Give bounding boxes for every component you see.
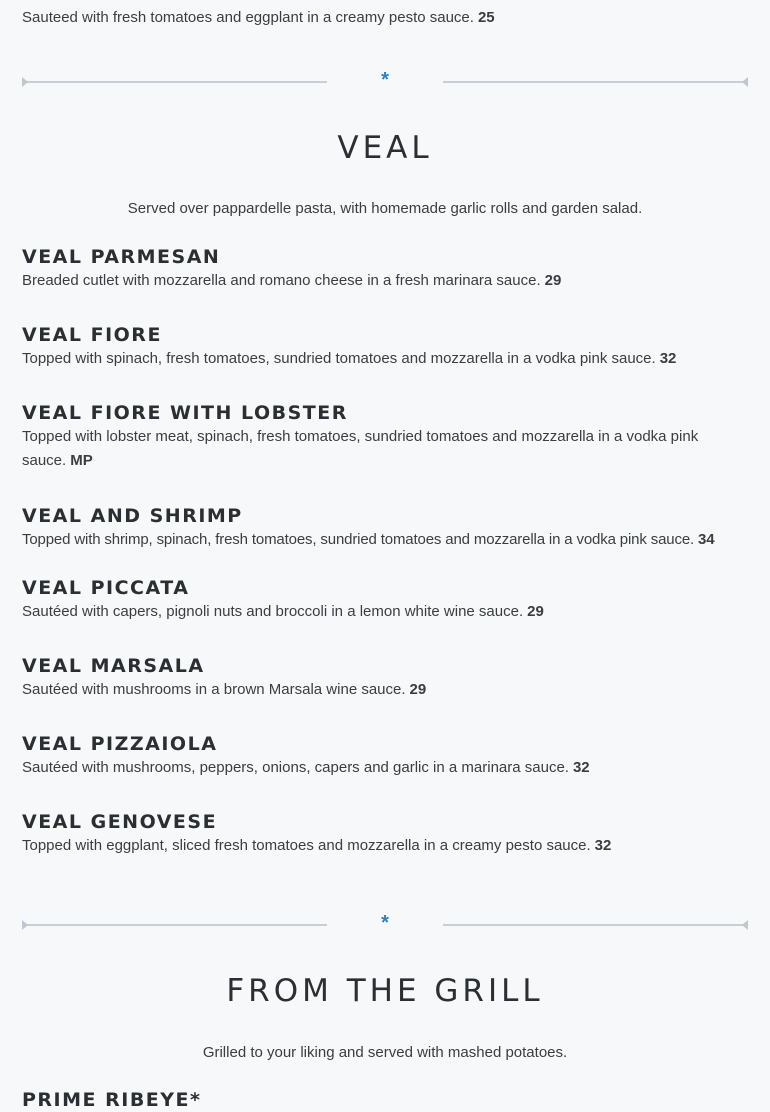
item-description: Sautéed with mushrooms, peppers, onions, capers and garlic in a marinara sauce. 32: [22, 759, 590, 776]
menu-item: [22, 504, 762, 552]
menu-item: [22, 245, 752, 293]
item-name: VEAL AND SHRIMP: [22, 505, 243, 527]
item-name: VEAL MARSALA: [22, 655, 205, 677]
previous-item-description: Sauteed with fresh tomatoes and eggplant in a creamy pesto sauce. 25: [22, 9, 495, 26]
item-price: 34: [698, 531, 715, 548]
asterisk-ornament-icon: *: [381, 69, 389, 91]
section-divider: [22, 69, 748, 91]
menu-item: [22, 732, 752, 780]
item-name: VEAL FIORE: [22, 324, 162, 346]
menu-item: [22, 654, 752, 702]
item-description: Topped with lobster meat, spinach, fresh tomatoes, sundried tomatoes and mozzarella in a vodka pink sauce. MP: [22, 428, 699, 469]
item-description: Topped with shrimp, spinach, fresh tomatoes, sundried tomatoes and mozzarella in a vodka pink sauce. 34: [22, 531, 715, 548]
item-price: MP: [70, 452, 93, 469]
item-description: Sautéed with capers, pignoli nuts and broccoli in a lemon white wine sauce. 29: [22, 603, 544, 620]
item-description: Topped with spinach, fresh tomatoes, sundried tomatoes and mozzarella in a vodka pink sauce. 32: [22, 350, 677, 367]
section-divider: [22, 912, 748, 934]
menu-item: [22, 401, 752, 473]
asterisk-ornament-icon: *: [381, 912, 389, 934]
item-price: 32: [594, 837, 612, 854]
item-name: PRIME RIBEYE*: [22, 1089, 202, 1111]
item-price: 29: [544, 272, 562, 289]
item-name: VEAL GENOVESE: [22, 811, 218, 833]
item-name: VEAL PICCATA: [22, 577, 190, 599]
section-subtitle-grill: Grilled to your liking and served with mashed potatoes.: [202, 1044, 568, 1061]
item-name: VEAL FIORE WITH LOBSTER: [22, 402, 348, 424]
menu-item: [22, 1088, 752, 1112]
item-description: Breaded cutlet with mozzarella and romano cheese in a fresh marinara sauce. 29: [22, 272, 562, 289]
item-price: 29: [527, 603, 544, 620]
menu-item: [22, 810, 752, 858]
menu-item: [22, 576, 752, 624]
menu-item: [22, 323, 752, 371]
section-subtitle-veal: Served over pappardelle pasta, with homemade garlic rolls and garden salad.: [127, 200, 643, 217]
section-title-grill: FROM THE GRILL: [226, 973, 544, 1009]
section-title-veal: VEAL: [337, 130, 433, 166]
item-price: 32: [659, 350, 677, 367]
item-name: VEAL PARMESAN: [22, 246, 221, 268]
item-price: 25: [477, 9, 495, 26]
item-name: VEAL PIZZAIOLA: [22, 733, 218, 755]
item-price: 32: [572, 759, 590, 776]
item-description: Sautéed with mushrooms in a brown Marsala wine sauce. 29: [22, 681, 427, 698]
item-price: 29: [409, 681, 427, 698]
item-description: Topped with eggplant, sliced fresh tomatoes and mozzarella in a creamy pesto sauce. 32: [22, 837, 612, 854]
